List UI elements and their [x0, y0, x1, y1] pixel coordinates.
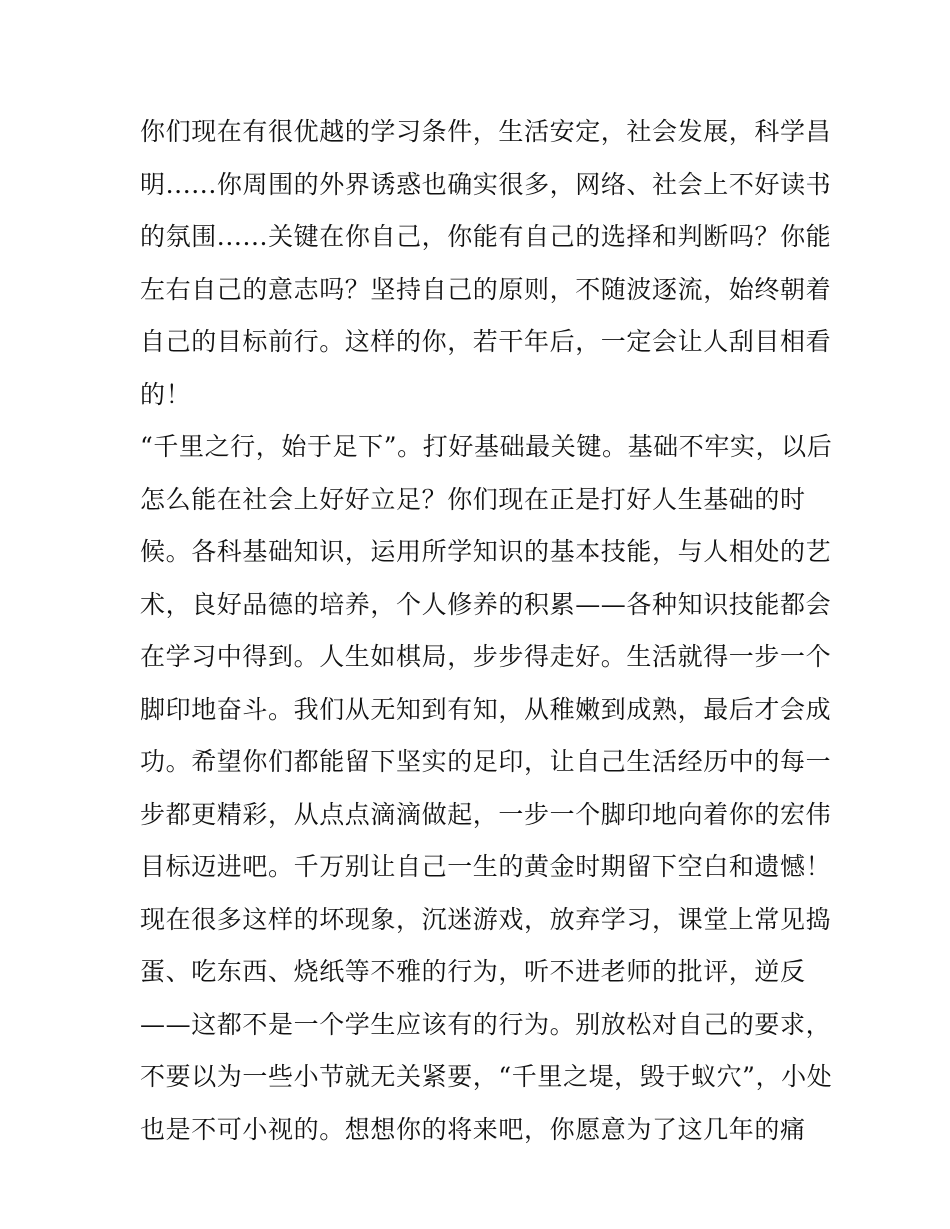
text-line: 自己的目标前行。这样的你，若干年后，一定会让人刮目相看 [140, 327, 832, 356]
text-line: 左右自己的意志吗？坚持自己的原则，不随波逐流，始终朝着 [140, 274, 832, 304]
text-line: “千里之行，始于足下”。打好基础最关键。基础不牢实，以后 [140, 432, 833, 461]
text-line: 不要以为一些小节就无关紧要，“千里之堤，毁于蚁穴”，小处 [140, 1062, 833, 1091]
text-line: 步都更精彩，从点点滴滴做起，一步一个脚印地向着你的宏伟 [140, 799, 832, 829]
text-line: 术，良好品德的培养，个人修养的积累——各种知识技能都会 [140, 589, 832, 619]
body-text [140, 106, 833, 1156]
text-line: 你们现在有很优越的学习条件，生活安定，社会发展，科学昌 [140, 117, 832, 146]
text-line: 脚印地奋斗。我们从无知到有知，从稚嫩到成熟，最后才会成 [140, 694, 832, 724]
text-line: 现在很多这样的坏现象，沉迷游戏，放弃学习，课堂上常见捣 [140, 904, 832, 934]
text-line: 的氛围......关键在你自己，你能有自己的选择和判断吗？你能 [140, 222, 832, 251]
text-line: 怎么能在社会上好好立足？你们现在正是打好人生基础的时 [140, 484, 806, 514]
text-line: 目标迈进吧。千万别让自己一生的黄金时期留下空白和遗憾！ [140, 852, 832, 881]
text-line: 蛋、吃东西、烧纸等不雅的行为，听不进老师的批评，逆反 [140, 957, 806, 986]
text-line: 明......你周围的外界诱惑也确实很多，网络、社会上不好读书 [140, 169, 832, 199]
text-line: 功。希望你们都能留下坚实的足印，让自己生活经历中的每一 [140, 747, 832, 776]
text-line: 候。各科基础知识，运用所学知识的基本技能，与人相处的艺 [140, 537, 832, 566]
text-line: 的！ [140, 379, 192, 409]
text-line: 也是不可小视的。想想你的将来吧，你愿意为了这几年的痛 [140, 1114, 806, 1144]
text-line: 在学习中得到。人生如棋局，步步得走好。生活就得一步一个 [140, 642, 832, 671]
text-line: ——这都不是一个学生应该有的行为。别放松对自己的要求， [140, 1009, 832, 1039]
